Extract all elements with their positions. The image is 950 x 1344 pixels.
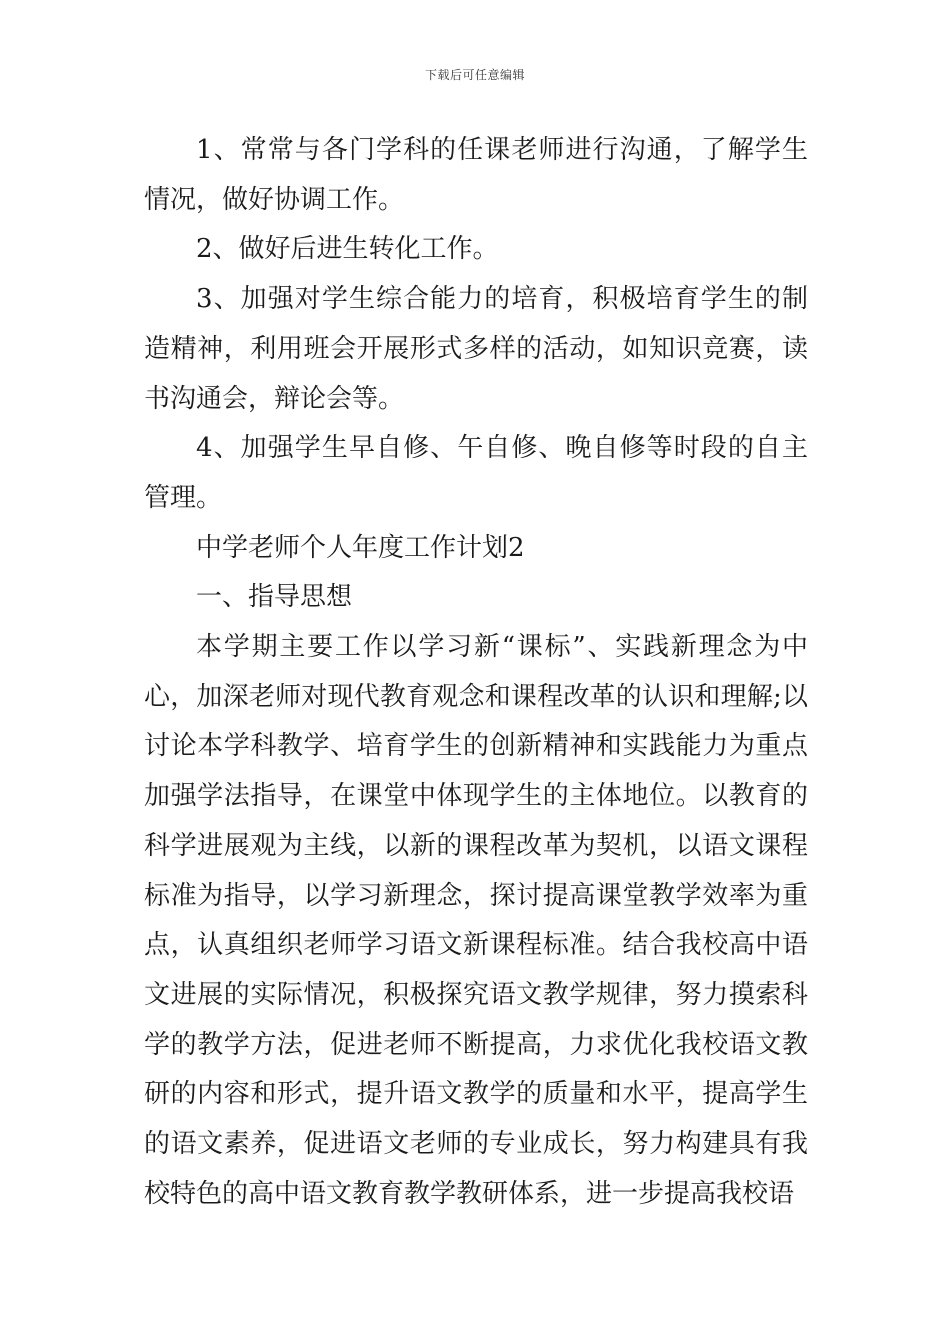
paragraph-item-3: 3、加强对学生综合能力的培育，积极培育学生的制造精神，利用班会开展形式多样的活动，如知识竞赛，读书沟通会，辩论会等。 xyxy=(144,284,808,414)
paragraph-item-1: 1、常常与各门学科的任课老师进行沟通，了解学生情况，做好协调工作。 xyxy=(144,135,808,215)
paragraph-item-2: 2、做好后进生转化工作。 xyxy=(196,234,499,265)
document-body xyxy=(144,126,808,1219)
header-note: 下载后可任意编辑 xyxy=(424,68,525,82)
paragraph-guiding-ideology: 本学期主要工作以学习新“课标”、实践新理念为中心，加深老师对现代教育观念和课程改革的认识和理解;以讨论本学科教学、培育学生的创新精神和实践能力为重点加强学法指导，在课堂中体现学生的主体地位。以教育的科学进展观为主线，以新的课程改革为契机，以语文课程标准为指导，以学习新理念，探讨提高课堂教学效率为重点，认真组织老师学习语文新课程标准。结合我校高中语文进展的实际情况，积极探究语文教学规律，努力摸索科学的教学方法，促进老师不断提高，力求优化我校语文教研的内容和形式，提升语文教学的质量和水平，提高学生的语文素养，促进语文老师的专业成长，努力构建具有我校特色的高中语文教育教学教研体系，进一步提高我校语 xyxy=(144,632,808,1209)
paragraph-item-4: 4、加强学生早自修、午自修、晚自修等时段的自主管理。 xyxy=(144,433,808,513)
section-heading-guiding-ideology: 一、指导思想 xyxy=(196,582,353,613)
section-title: 中学老师个人年度工作计划2 xyxy=(196,532,525,563)
